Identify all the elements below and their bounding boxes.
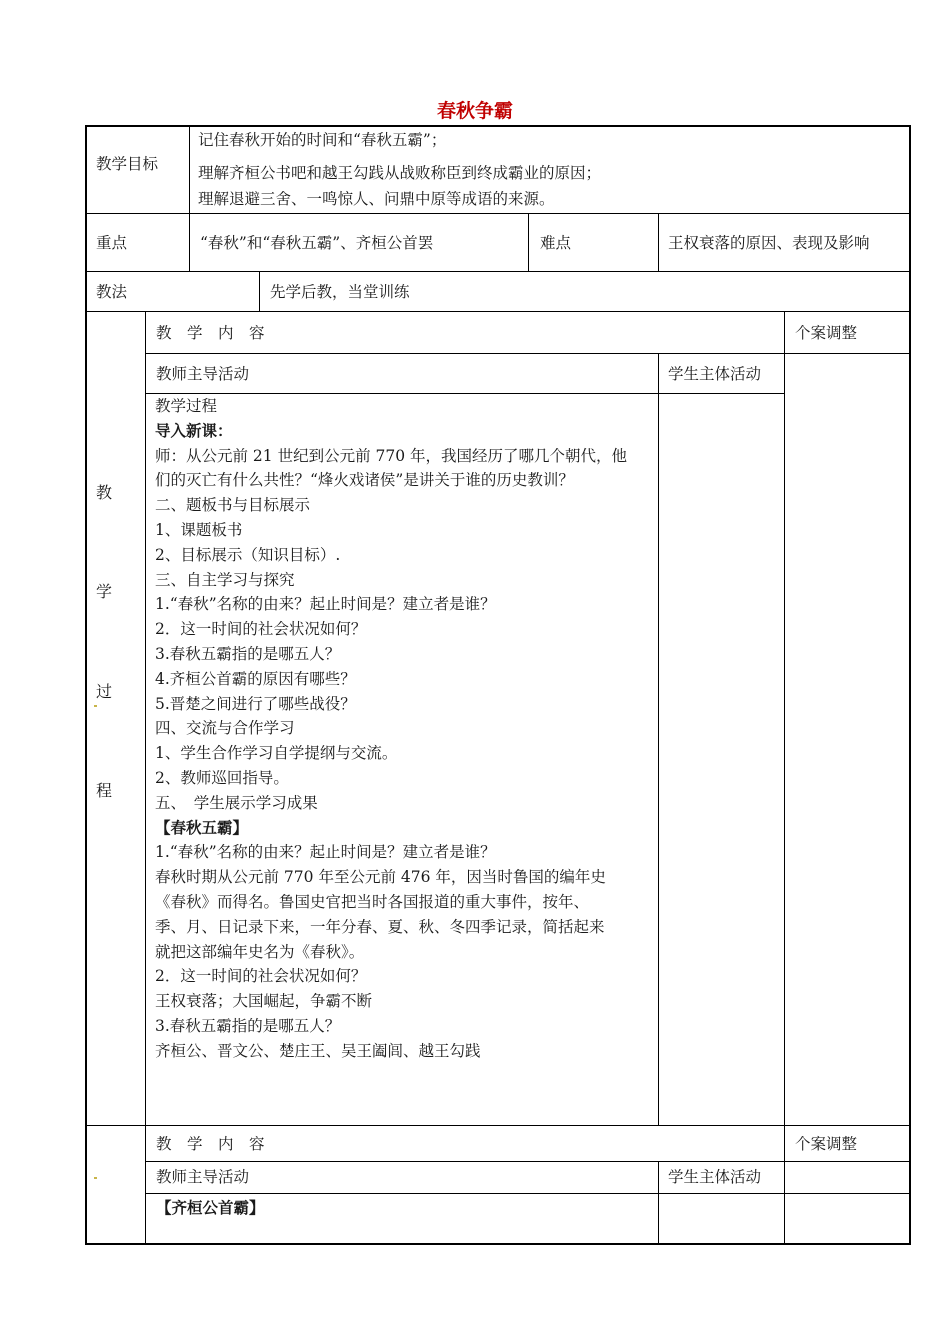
process-line: 二、题板书与目标展示	[155, 496, 311, 515]
process-line: 1、课题板书	[155, 521, 243, 539]
focus-label: 重点	[96, 234, 128, 252]
process-line: 季、月、日记录下来，一年分春、夏、秋、冬四季记录，简括起来	[155, 917, 605, 936]
process-line: 就把这部编年史名为《春秋》。	[155, 942, 365, 961]
process-line: 五、 学生展示学习成果	[155, 793, 318, 812]
teacher-header: 教师主导活动	[156, 365, 250, 383]
process-line: 师：从公元前 21 世纪到公元前 770 年，我国经历了哪几个朝代，他	[155, 446, 628, 465]
page-title: 春秋争霸	[436, 100, 513, 122]
process-line: 们的灭亡有什么共性？“烽火戏诸侯”是讲关于谁的历史教训？	[155, 471, 574, 490]
process-line: 5.晋楚之间进行了哪些战役？	[155, 694, 356, 713]
process-line: 四、交流与合作学习	[155, 719, 295, 738]
process-line: 4.齐桓公首霸的原因有哪些？	[155, 669, 356, 688]
process-line: 王权衰落；大国崛起，争霸不断	[155, 992, 373, 1011]
process-char: 过	[96, 682, 113, 701]
process-line: 3.春秋五霸指的是哪五人？	[155, 645, 341, 663]
process-line: 《春秋》而得名。鲁国史官把当时各国报道的重大事件，按年、	[155, 893, 590, 911]
process-line: 1.“春秋”名称的由来？起止时间是？建立者是谁？	[155, 843, 496, 862]
process-char: 程	[96, 781, 113, 800]
difficulty-value: 王权衰落的原因、表现及影响	[668, 234, 870, 252]
goal-line: 记住春秋开始的时间和“春秋五霸”；	[198, 131, 447, 149]
student-header: 学生主体活动	[668, 365, 762, 383]
process-line: 2、目标展示（知识目标）.	[155, 545, 341, 564]
goal-line: 理解齐桓公书吧和越王勾践从战败称臣到终成霸业的原因；	[198, 164, 602, 182]
method-label: 教法	[96, 283, 128, 301]
process-line: 齐桓公、晋文公、楚庄王、吴王阖闾、越王勾践	[155, 1041, 481, 1060]
focus-value: “春秋”和“春秋五霸”、齐桓公首罢	[200, 234, 434, 252]
teacher-header-2: 教师主导活动	[156, 1168, 250, 1186]
process-char: 学	[96, 582, 113, 601]
process-line: 春秋时期从公元前 770 年至公元前 476 年，因当时鲁国的编年史	[155, 868, 606, 887]
student-header-2: 学生主体活动	[668, 1168, 762, 1186]
process-line: 2、教师巡回指导。	[155, 769, 289, 787]
process-line: 三、自主学习与探究	[155, 570, 295, 589]
adjust-header-2: 个案调整	[795, 1135, 858, 1153]
process-line: 2．这一时间的社会状况如何？	[155, 620, 367, 639]
content-header: 教 学 内 容	[156, 324, 265, 342]
stray-mark	[94, 1177, 97, 1179]
method-value: 先学后教，当堂训练	[270, 283, 410, 301]
section2-first-line: 【齐桓公首霸】	[156, 1198, 265, 1217]
adjust-header: 个案调整	[795, 324, 858, 342]
process-line: 1.“春秋”名称的由来？起止时间是？建立者是谁？	[155, 595, 496, 614]
goal-line: 理解退避三舍、一鸣惊人、问鼎中原等成语的来源。	[198, 190, 555, 208]
process-char: 教	[96, 483, 113, 502]
stray-mark	[94, 705, 97, 707]
process-line: 教学过程	[155, 397, 218, 415]
difficulty-label: 难点	[540, 234, 572, 252]
process-line: 1、学生合作学习自学提纲与交流。	[155, 744, 398, 763]
process-line: 2．这一时间的社会状况如何？	[155, 967, 367, 986]
process-line: 3.春秋五霸指的是哪五人？	[155, 1017, 341, 1035]
goals-label: 教学目标	[96, 155, 159, 173]
process-line: 导入新课：	[155, 420, 233, 440]
content-header-2: 教 学 内 容	[156, 1135, 265, 1153]
process-line: 【春秋五霸】	[155, 817, 249, 837]
